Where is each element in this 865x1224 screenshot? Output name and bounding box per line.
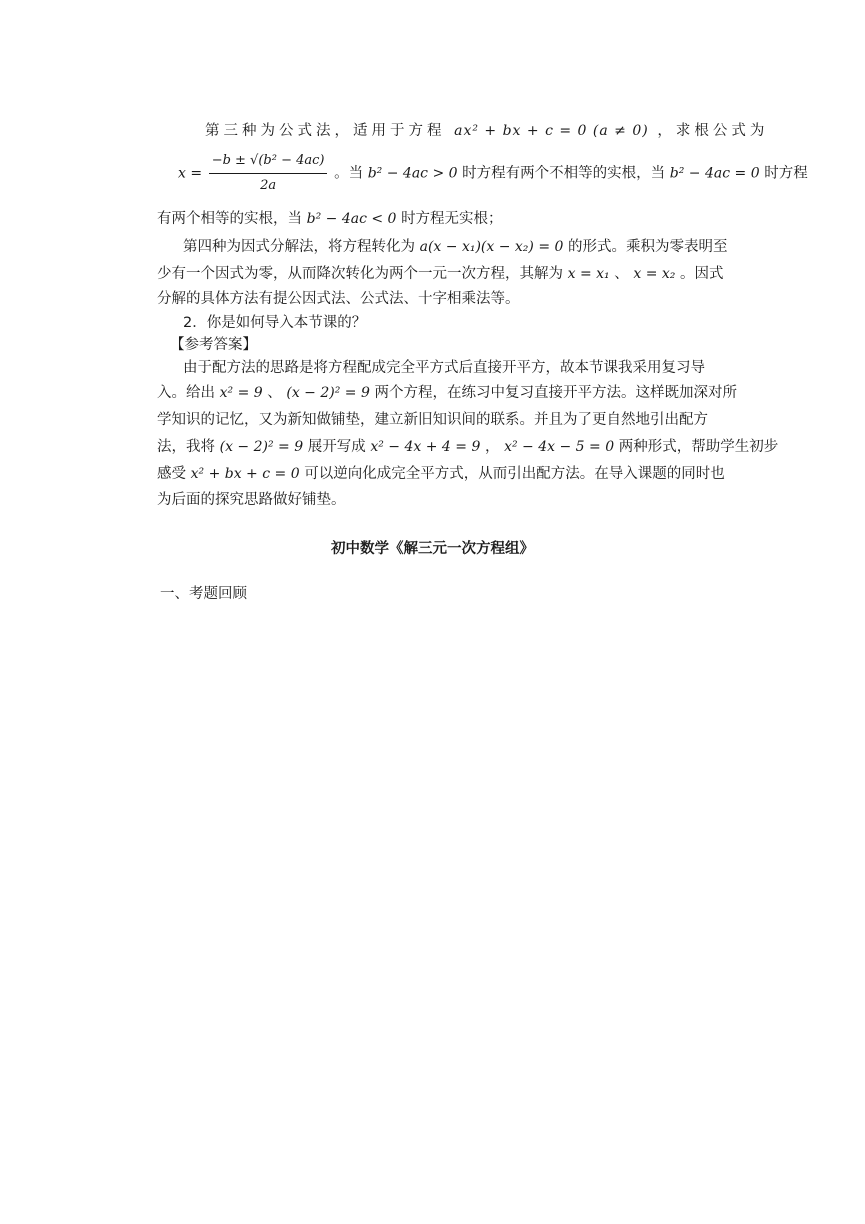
text-run: 第四种为因式分解法，将方程转化为 xyxy=(183,239,415,255)
text-run: 两个方程，在练习中复习直接开平方法。这样既加深对所 xyxy=(374,385,737,401)
math-discriminant-zero: b² − 4ac = 0 xyxy=(669,165,760,182)
text-run: ， xyxy=(484,439,500,455)
answer-label xyxy=(170,335,257,355)
answer-line-3 xyxy=(157,410,708,430)
section-heading xyxy=(160,584,247,604)
math-discriminant-negative: b² − 4ac < 0 xyxy=(306,211,397,227)
section-title xyxy=(0,539,865,559)
factor-method-line-2 xyxy=(157,264,724,284)
factor-method-line-1 xyxy=(183,237,728,257)
math-eq-b: (x − 2)² = 9 xyxy=(286,385,370,401)
answer-line-6 xyxy=(157,490,346,510)
answer-line-1 xyxy=(183,358,705,378)
answer-line-4 xyxy=(157,437,778,457)
text-run: 可以逆向化成完全平方式，从而引出配方法。在导入课题的同时也 xyxy=(304,466,725,482)
formula-method-line-3 xyxy=(157,209,503,229)
formula-numerator: −b ± √(b² − 4ac) xyxy=(209,150,328,174)
text-run: 有两个相等的实根，当 xyxy=(157,211,302,227)
text-run: 2．你是如何导入本节课的？ xyxy=(183,315,367,331)
answer-line-5 xyxy=(157,464,725,484)
text-run: 法，我将 xyxy=(157,439,215,455)
math-eq-f: x² + bx + c = 0 xyxy=(190,466,300,482)
text-run: 展开写成 xyxy=(307,439,366,455)
text-run: 的形式。乘积为零表明至 xyxy=(568,239,728,255)
formula-method-line-1 xyxy=(205,121,768,141)
text-run: 一、考题回顾 xyxy=(160,586,247,602)
text-run: 两种形式，帮助学生初步 xyxy=(618,439,779,455)
math-eq-a: x² = 9 xyxy=(219,385,263,401)
math-discriminant-positive: b² − 4ac > 0 xyxy=(367,165,458,182)
math-factored-form: a(x − x₁)(x − x₂) = 0 xyxy=(419,239,564,255)
quadratic-formula-fraction xyxy=(209,150,328,197)
text-run: 为后面的探究思路做好铺垫。 xyxy=(157,492,346,508)
text-run: 、 xyxy=(267,385,282,401)
text-run: 学知识的记忆，又为新知做铺垫，建立新旧知识间的联系。并且为了更自然地引出配方 xyxy=(157,412,708,428)
math-root-1: x = x₁ xyxy=(567,266,610,282)
math-formula-lhs: x = xyxy=(178,165,203,182)
text-run: 第三种为公式法，适用于方程 xyxy=(205,123,446,139)
math-eq-e: x² − 4x − 5 = 0 xyxy=(504,439,615,455)
math-eq-c: (x − 2)² = 9 xyxy=(219,439,304,455)
text-run: 入。给出 xyxy=(157,385,215,401)
text-run: 初中数学《解三元一次方程组》 xyxy=(331,541,534,557)
text-run: 。因式 xyxy=(680,266,724,282)
text-run: ，求根公式为 xyxy=(657,123,769,139)
answer-line-2 xyxy=(157,383,737,403)
text-run: 时方程有两个不相等的实根，当 xyxy=(462,165,666,182)
math-root-2: x = x₂ xyxy=(633,266,676,282)
math-eq-d: x² − 4x + 4 = 9 xyxy=(370,439,481,455)
text-run: 分解的具体方法有提公因式法、公式法、十字相乘法等。 xyxy=(157,291,520,307)
formula-method-line-2 xyxy=(178,150,808,197)
text-run: 、 xyxy=(614,266,629,282)
text-run: 时方程 xyxy=(764,165,808,182)
formula-denominator: 2a xyxy=(260,178,277,193)
text-run: 【参考答案】 xyxy=(170,337,257,353)
math-general-equation: ax² + bx + c = 0 (a ≠ 0) xyxy=(454,123,649,139)
text-run: 感受 xyxy=(157,466,186,482)
text-run: 少有一个因式为零，从而降次转化为两个一元一次方程，其解为 xyxy=(157,266,563,282)
text-run: 时方程无实根； xyxy=(401,211,503,227)
factor-method-line-3 xyxy=(157,289,520,309)
text-run: 由于配方法的思路是将方程配成完全平方式后直接开平方，故本节课我采用复习导 xyxy=(183,360,705,376)
question-2 xyxy=(183,313,366,333)
text-run: 。当 xyxy=(334,165,364,182)
